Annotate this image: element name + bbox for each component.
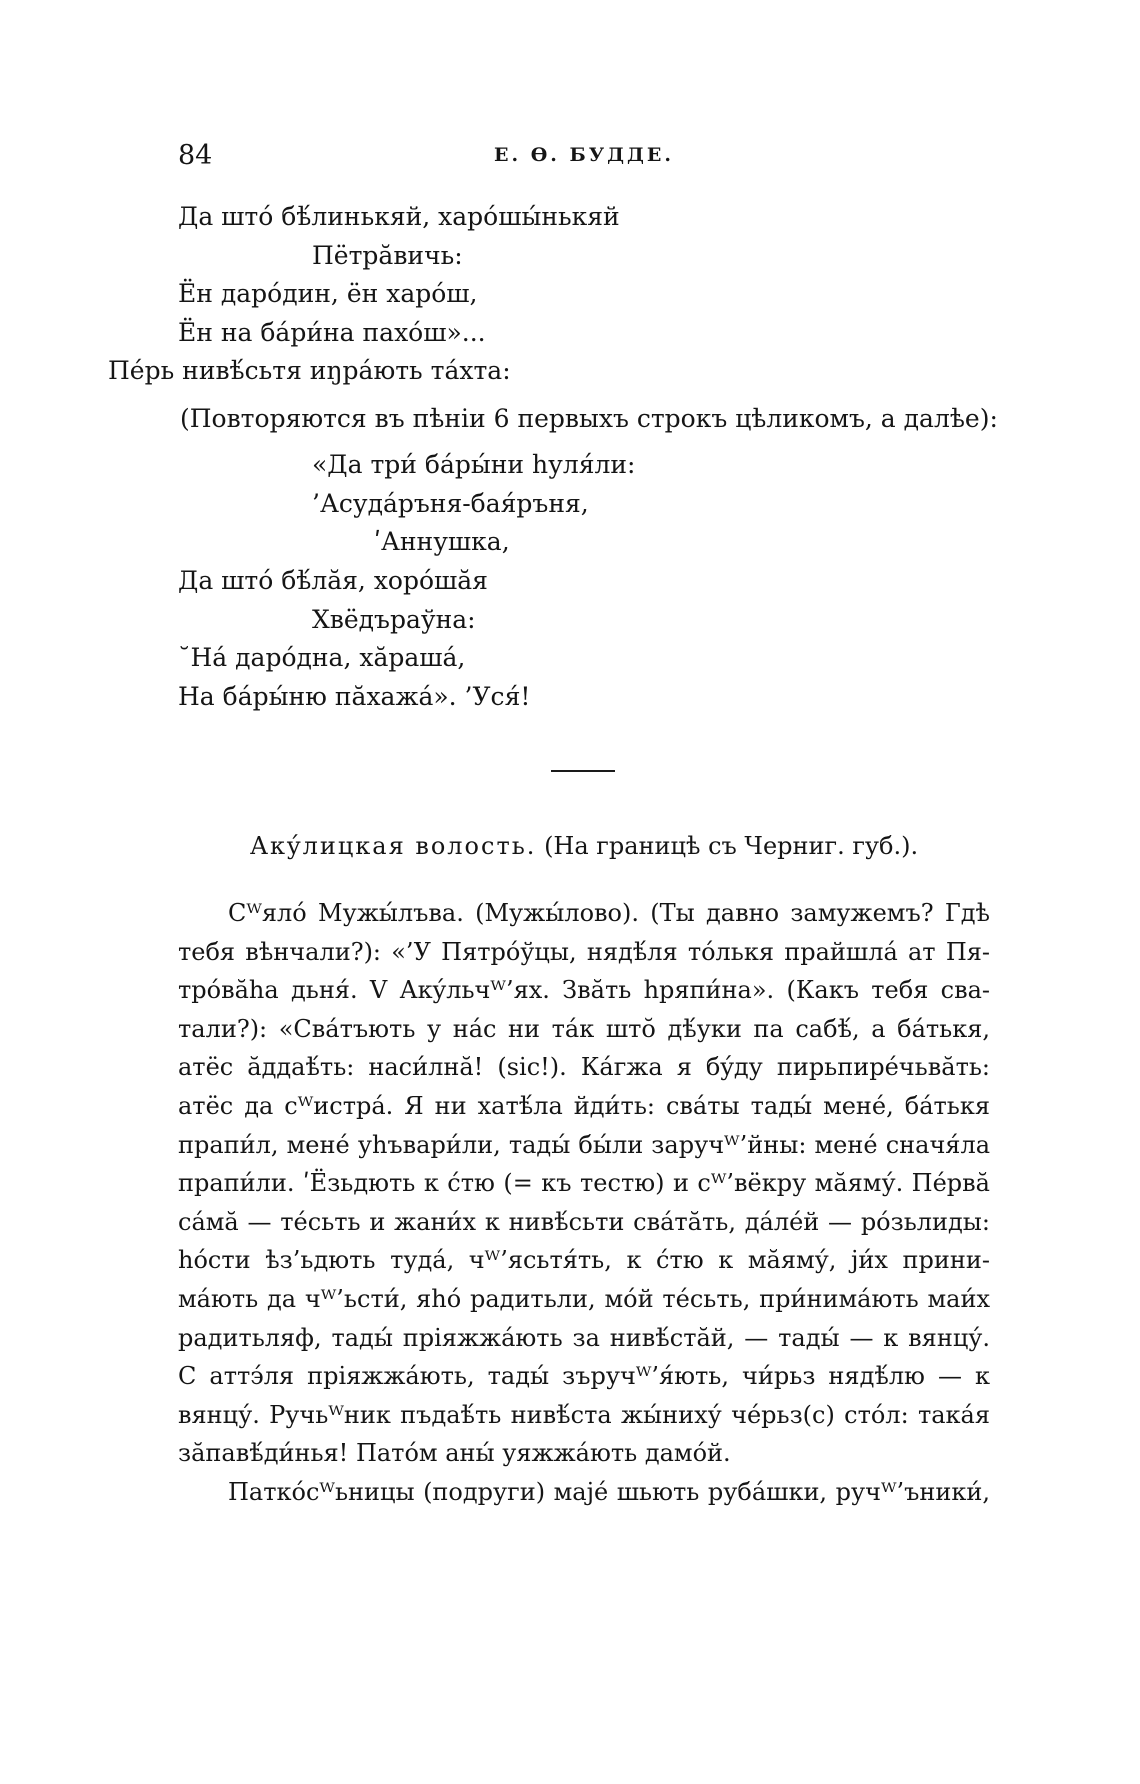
prose-line: һóсти ѣз’ьдють тудá, чᵂ’ясьтя́ть, к ćтю к мăяму́, jи́х прини- xyxy=(178,1246,990,1275)
running-title: Е. Ѳ. БУДДЕ. xyxy=(493,144,675,166)
page-header xyxy=(178,140,990,180)
section-heading xyxy=(178,832,990,860)
prose-line: прапи́ли. ʹЁзьдють к ćтю (= къ тестю) и сᵂ’вёкру мăяму́. Пéрвă xyxy=(178,1169,990,1198)
prose-line: атёс ăддаѣ́ть: наси́лнă! (sic!). Кáгжа я бýду пирьпирéчьвăть: xyxy=(178,1053,990,1082)
verse-line: ’Асудáръня-бая́ръня, xyxy=(312,488,589,518)
verse-line: Ён на бáри́на пахóш»... xyxy=(178,317,486,347)
verse-block-3 xyxy=(178,562,990,716)
prose-line: вянцу́. Ручьᵂник пъдаѣ́ть нивѣ́ста жы́ниху́ чéрьз(с) стóл: такáя xyxy=(178,1400,990,1429)
prose-line: Паткóсᵂьницы (подруги) мајé шьють рубáшки, ручᵂ’ъники́, xyxy=(228,1477,990,1506)
verse-line: ˘Нá дарóдна, хăрашá, xyxy=(178,643,466,672)
section-separator xyxy=(551,770,615,772)
verse-stage-note xyxy=(108,352,920,391)
prose-line: сáмă — тéсьть и жани́х к нивѣ́сьти свáтăть, дáле́й — рóзьлиды: xyxy=(178,1207,990,1236)
verse-line: Пётрăвичь: xyxy=(312,240,463,270)
verse-line: Хвёдъраўна: xyxy=(312,604,476,634)
prose-line: С аттэ́ля пріяжжáють, тады́ зъручᵂ’я́ють, чи́рьз нядѣ́лю — к xyxy=(178,1362,990,1391)
verse-line: ʹАннушка, xyxy=(374,527,510,556)
page-number: 84 xyxy=(178,140,213,171)
verse-line: Да штó бѣ́лăя, хорóшăя xyxy=(178,566,488,595)
section-heading-region: Акýлицкая волость. xyxy=(249,832,537,860)
verse-instruction-line: (Повторяются въ пѣніи 6 первыхъ строкъ цѣликомъ, а далѣе): xyxy=(180,404,998,433)
prose-line: зăпавѣ́ди́нья! Патóм аны́ уяжжáють дамóй. xyxy=(178,1439,731,1468)
prose-line: прапи́л, менé уһъвари́ли, тады́ бы́ли заручᵂ’йны: менé сначя́ла xyxy=(178,1130,990,1159)
verse-line: Ён дарóдин, ён харóш, xyxy=(178,279,478,308)
verse-line: «Да три́ бáры́ни һуля́ли: xyxy=(312,450,636,479)
prose-line: Сᵂялó Мужы́лъва. (Мужы́лово). (Ты давно замужемъ? Гдѣ xyxy=(228,899,990,927)
verse-line: Да штó бѣ́линькяй, харóшы́нькяй xyxy=(178,202,620,231)
prose-paragraphs xyxy=(178,894,990,1512)
verse-instruction xyxy=(180,400,998,439)
verse-block-2 xyxy=(312,446,1124,562)
verse-line: Пéрь нивѣ́сьтя иŋрáють тáхта: xyxy=(108,356,511,385)
verse-block-1 xyxy=(178,198,990,352)
prose-line: атёс да сᵂистрá. Я ни хатѣ́ла йди́ть: свáты тады́ менé, бáтькя xyxy=(178,1091,990,1120)
prose-line: радитьляф, тады́ пріяжжáють за нивѣ́стăй, — тады́ — к вянцу́. xyxy=(178,1323,990,1352)
prose-line: мáють да чᵂ’ьсти́, яһó радитьли, мóй тéсьть, при́нимáють маи́х xyxy=(178,1284,990,1313)
verse-line: На бáры́ню пăхажá». ’Уся́! xyxy=(178,681,531,711)
section-heading-note: (На границѣ съ Черниг. губ.). xyxy=(544,832,919,860)
prose-line: тебя вѣнчали?): «’У Пятрóўцы, нядѣ́ля тóлькя прайшлá ат Пя- xyxy=(178,937,990,966)
prose-line: тали?): «Свáтъють у нáс ни тáк штŏ дѣ́уки па сабѣ́, а бáтькя, xyxy=(178,1014,990,1043)
prose-line: трóвăһа дьня́. V Акýльчᵂ’ях. Звăть һряпи́на». (Какъ тебя сва- xyxy=(178,976,990,1005)
